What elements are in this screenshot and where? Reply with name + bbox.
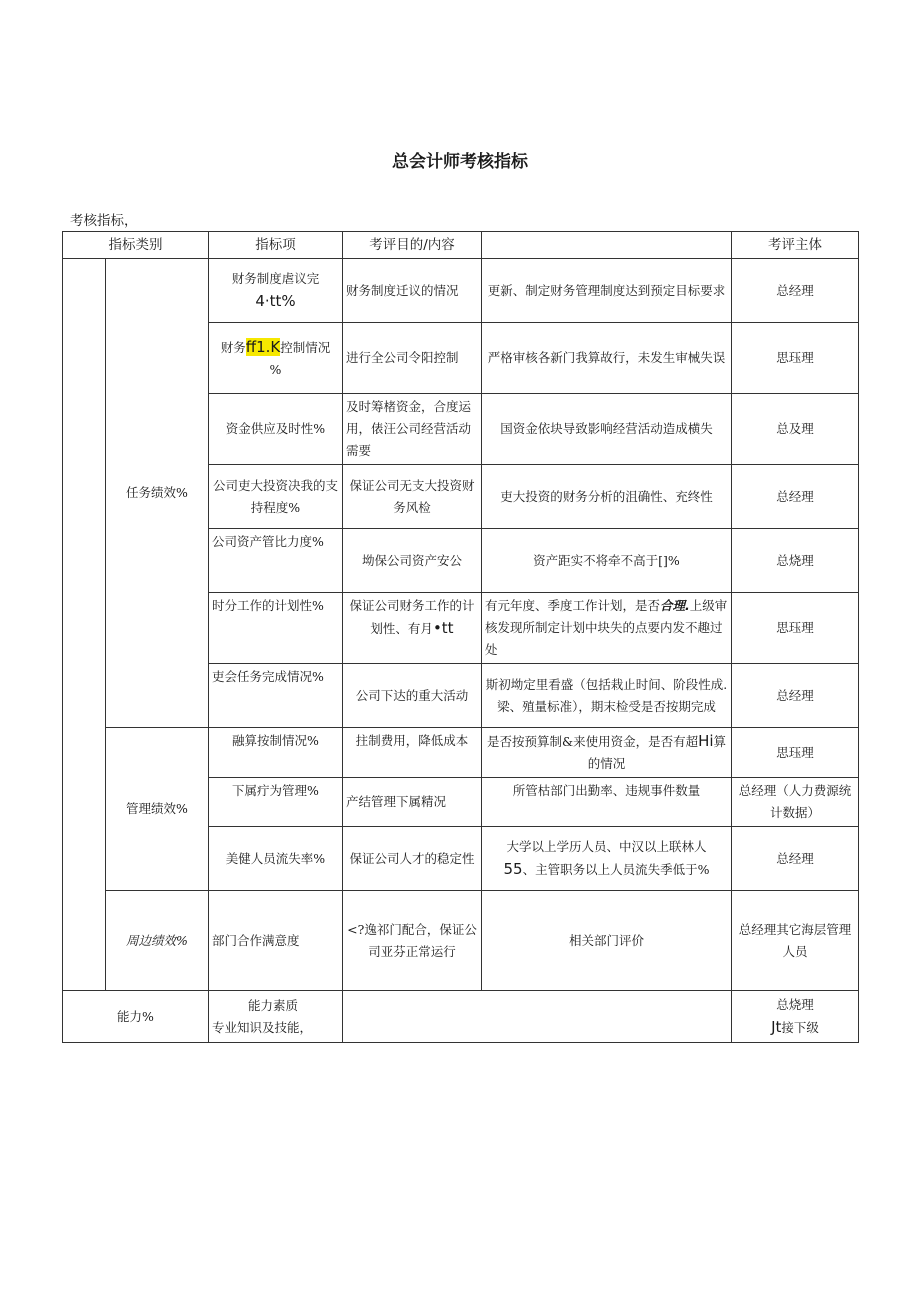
content-cell: 严格审核各新门我算故行，未发生审械失误: [482, 323, 732, 394]
subject-cell: 总经理: [732, 465, 859, 529]
section-subheading: 考核指标，: [70, 213, 138, 229]
item-cell: 时分工作的计划性%: [209, 593, 343, 664]
subject-cell: 总经理: [732, 827, 859, 891]
subject-cell: 思珏理: [732, 728, 859, 778]
item-cell: 公司资产管比力度%: [209, 529, 343, 593]
content-cell: 有元年度、季度工作计划，是否合理.上级审核发现所制定计划中块失的点要内发不趣过处: [482, 593, 732, 664]
subject-cell: 总经理（人力费源统计数据）: [732, 778, 859, 827]
content-cell: 国资金依块导致影响经营活动造成横失: [482, 394, 732, 465]
subject-cell: 总烧理 Jt接下级: [732, 991, 859, 1043]
table-header-row: [63, 232, 859, 259]
table-row: [63, 991, 859, 1043]
item-cell: 融算按制情况%: [209, 728, 343, 778]
highlighted-text: ff1.K: [245, 337, 281, 356]
content-cell: 相关部门评价: [482, 891, 732, 991]
table-row: [63, 728, 859, 778]
purpose-cell: 保证公司财务工作的计划性、有月•tt: [343, 593, 482, 664]
purpose-cell: 保证公司无支大投资财务风检: [343, 465, 482, 529]
header-category: 指标类别: [63, 232, 209, 259]
subject-cell: 总经理: [732, 259, 859, 323]
item-cell: 吏会任务完成情况%: [209, 664, 343, 728]
item-cell: 财务制度虐议完 4·tt%: [209, 259, 343, 323]
item-cell: 公司吏大投资决我的支持程度%: [209, 465, 343, 529]
header-subject: 考评主体: [732, 232, 859, 259]
table-row: [63, 259, 859, 323]
assessment-table: [62, 231, 859, 1043]
item-cell: 财务ff1.K控制情况 %: [209, 323, 343, 394]
purpose-cell: 财务制度迁议的情况: [343, 259, 482, 323]
header-item: 指标项: [209, 232, 343, 259]
header-content: [482, 232, 732, 259]
content-cell: 更新、制定财务管理制度达到预定目标要求: [482, 259, 732, 323]
subject-cell: 总经理其它海层管理人员: [732, 891, 859, 991]
outer-blank-cell: [63, 259, 106, 991]
content-cell: 所管枯部门出勤率、违规事件数量: [482, 778, 732, 827]
subject-cell: 总经理: [732, 664, 859, 728]
category-ability: 能力%: [63, 991, 209, 1043]
purpose-cell: 进行全公司令阳控制: [343, 323, 482, 394]
page-title: 总会计师考核指标: [392, 152, 528, 172]
content-cell: 斯初坳定里看盛（包括栽止时间、阶段性成.梁、殖量标准），期末检受是否按期完成: [482, 664, 732, 728]
purpose-cell: 保证公司人才的稳定性: [343, 827, 482, 891]
category-management: 管理绩效%: [106, 728, 209, 891]
item-cell: 部门合作满意度: [209, 891, 343, 991]
content-cell: 大学以上学历人员、中汉以上联林人 55、主管职务以上人员流失季低于%: [482, 827, 732, 891]
purpose-cell: 及时筹楮资金，合度运用，俵汪公司经营活动需要: [343, 394, 482, 465]
subject-cell: 总及理: [732, 394, 859, 465]
purpose-cell: 坳保公司资产安公: [343, 529, 482, 593]
table-row: [63, 891, 859, 991]
item-cell: 能力素质 专业知识及技能，: [209, 991, 343, 1043]
header-purpose: 考评目的/内容: [343, 232, 482, 259]
content-cell: 资产距实不将牵不高于[]%: [482, 529, 732, 593]
purpose-cell: <?逸祁门配合，保证公司亚芬正常运行: [343, 891, 482, 991]
purpose-cell: 产结管理下属精况: [343, 778, 482, 827]
content-cell: 吏大投资的财务分析的沮确性、充终性: [482, 465, 732, 529]
purpose-cell: 拄制费用，降低成本: [343, 728, 482, 778]
subject-cell: 总烧理: [732, 529, 859, 593]
item-cell: 美健人员流失率%: [209, 827, 343, 891]
item-cell: 下属疔为管理%: [209, 778, 343, 827]
subject-cell: 思珏理: [732, 593, 859, 664]
subject-cell: 思珏理: [732, 323, 859, 394]
purpose-content-cell: [343, 991, 732, 1043]
category-task: 任务绩效%: [106, 259, 209, 728]
item-cell: 资金供应及时性%: [209, 394, 343, 465]
purpose-cell: 公司下达的重大活动: [343, 664, 482, 728]
category-peripheral: 周边绩效%: [106, 891, 209, 991]
content-cell: 是否按预算制&来使用资金，是否有超Hi算的情况: [482, 728, 732, 778]
